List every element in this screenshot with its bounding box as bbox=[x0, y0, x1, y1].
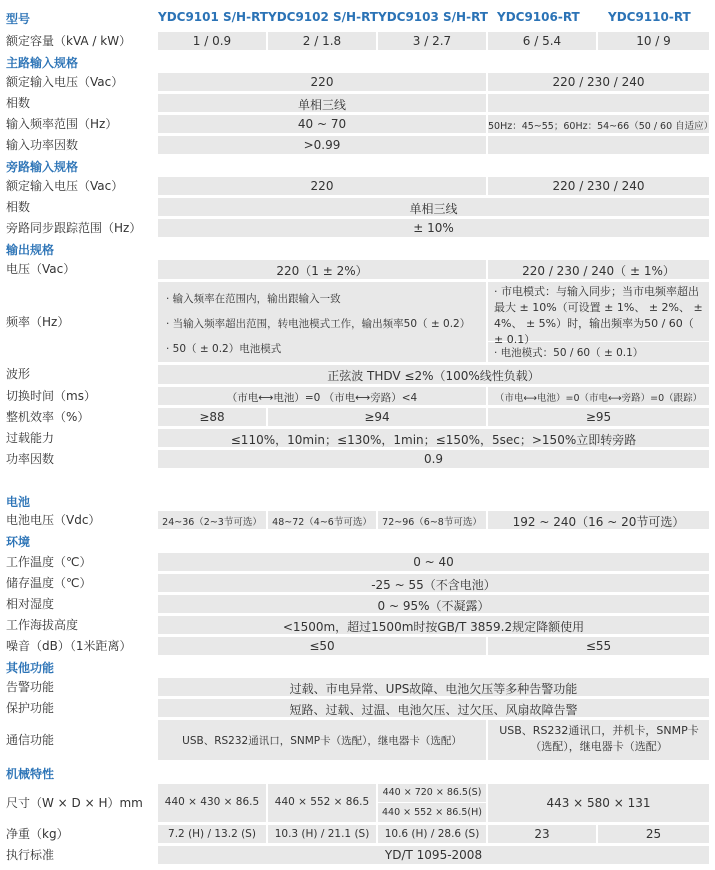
env-st-temp-value: -25 ~ 55（不含电池） bbox=[371, 578, 496, 592]
bypass-voltage-high: 220 / 230 / 240 bbox=[552, 179, 645, 193]
rated-capacity-3: 3 / 2.7 bbox=[412, 34, 452, 48]
weight-5: 25 bbox=[645, 827, 662, 841]
size-high: 443 × 580 × 131 bbox=[546, 796, 651, 810]
env-op-temp-value: 0 ~ 40 bbox=[413, 555, 454, 569]
row-weight bbox=[6, 824, 709, 844]
battery-voltage-4: 192 ~ 240（16 ~ 20节可选） bbox=[512, 515, 685, 529]
protect-label: 保护功能 bbox=[6, 701, 55, 715]
output-overload-label: 过载能力 bbox=[6, 431, 55, 445]
row-main-input-phase bbox=[6, 93, 709, 113]
row-env-op-temp bbox=[6, 552, 709, 572]
weight-2: 10.3 (H) / 21.1 (S) bbox=[274, 828, 370, 840]
output-efficiency-label: 整机效率（%） bbox=[6, 410, 90, 424]
row-alarm bbox=[6, 677, 709, 697]
model-header-2: YDC9102 S/H-RT bbox=[268, 10, 378, 24]
alarm-value: 过载、市电异常、UPS故障、电池欠压等多种告警功能 bbox=[289, 682, 578, 696]
row-output-pf bbox=[6, 449, 709, 469]
row-output-transfer bbox=[6, 386, 709, 406]
size-label: 尺寸（W × D × H）mm bbox=[6, 796, 143, 810]
weight-1: 7.2 (H) / 13.2 (S) bbox=[168, 828, 256, 840]
env-st-temp-label: 储存温度（℃） bbox=[6, 576, 92, 590]
alarm-label: 告警功能 bbox=[6, 680, 55, 694]
output-overload-value: ≤110%，10min；≤130%，1min；≤150%，5sec；>150%立即转旁路 bbox=[230, 433, 637, 447]
output-transfer-label: 切换时间（ms） bbox=[6, 389, 96, 403]
row-standard bbox=[6, 845, 709, 865]
battery-voltage-1: 24~36（2~3节可选） bbox=[162, 517, 262, 528]
model-header-label: 型号 bbox=[6, 12, 31, 26]
row-battery-voltage bbox=[6, 510, 709, 530]
rated-capacity-5: 10 / 9 bbox=[636, 34, 671, 48]
comm-high: USB、RS232通讯口，并机卡，SNMP卡（选配），继电器卡（选配） bbox=[499, 724, 699, 753]
env-noise-high: ≤55 bbox=[585, 639, 612, 653]
section-main-input: 主路输入规格 bbox=[6, 56, 79, 70]
env-altitude-label: 工作海拔高度 bbox=[6, 618, 79, 632]
main-input-voltage-low: 220 bbox=[310, 75, 334, 89]
main-input-freq-high: 50Hz：45~55；60Hz：54~66（50 / 60 自适应） bbox=[488, 121, 714, 132]
output-voltage-label: 电压（Vac） bbox=[6, 262, 76, 276]
rated-capacity-4: 6 / 5.4 bbox=[522, 34, 562, 48]
row-output-frequency bbox=[6, 281, 709, 363]
model-header-1: YDC9101 S/H-RT bbox=[158, 10, 268, 24]
output-transfer-low: （市电⟷电池）=0 （市电⟷旁路）<4 bbox=[226, 392, 418, 404]
row-bypass-voltage bbox=[6, 176, 709, 196]
section-bypass-input: 旁路输入规格 bbox=[6, 160, 79, 174]
bypass-sync-label: 旁路同步跟踪范围（Hz） bbox=[6, 221, 142, 235]
output-frequency-label: 频率（Hz） bbox=[6, 315, 70, 329]
size-2: 440 × 552 × 86.5 bbox=[274, 796, 370, 808]
battery-voltage-3: 72~96（6~8节可选） bbox=[382, 517, 482, 528]
size-3-h: 440 × 552 × 86.5(H) bbox=[382, 807, 482, 818]
model-header-3: YDC9103 S/H-RT bbox=[378, 10, 488, 24]
battery-voltage-2: 48~72（4~6节可选） bbox=[272, 517, 372, 528]
env-humidity-label: 相对湿度 bbox=[6, 597, 55, 611]
weight-label: 净重（kg） bbox=[6, 827, 69, 841]
bypass-phase-label: 相数 bbox=[6, 200, 31, 214]
section-output: 输出规格 bbox=[6, 243, 55, 257]
comm-low: USB、RS232通讯口，SNMP卡（选配），继电器卡（选配） bbox=[182, 735, 462, 747]
main-input-voltage-label: 额定输入电压（Vac） bbox=[6, 75, 124, 89]
output-frequency-low-2: · 当输入频率超出范围，转电池模式工作，输出频率50（ ± 0.2） bbox=[166, 318, 471, 330]
standard-label: 执行标准 bbox=[6, 848, 55, 862]
output-efficiency-1: ≥88 bbox=[199, 410, 225, 424]
row-env-st-temp bbox=[6, 573, 709, 593]
model-header-4: YDC9106-RT bbox=[497, 10, 580, 24]
output-voltage-low: 220（1 ± 2%） bbox=[276, 264, 368, 278]
main-input-freq-label: 输入频率范围（Hz） bbox=[6, 117, 118, 131]
row-env-altitude bbox=[6, 615, 709, 635]
env-noise-low: ≤50 bbox=[309, 639, 335, 653]
bypass-sync-value: ± 10% bbox=[413, 221, 454, 235]
section-other-functions: 其他功能 bbox=[6, 661, 55, 675]
row-output-waveform bbox=[6, 364, 709, 385]
row-bypass-phase bbox=[6, 197, 709, 217]
output-voltage-high: 220 / 230 / 240（ ± 1%） bbox=[522, 264, 675, 278]
env-altitude-value: <1500m，超过1500m时按GB/T 3859.2规定降额使用 bbox=[282, 620, 585, 634]
bypass-voltage-label: 额定输入电压（Vac） bbox=[6, 179, 124, 193]
bypass-voltage-low: 220 bbox=[310, 179, 334, 193]
row-comm bbox=[6, 719, 709, 761]
section-mechanical: 机械特性 bbox=[6, 767, 55, 781]
env-humidity-value: 0 ~ 95%（不凝露） bbox=[377, 599, 490, 613]
size-3-s: 440 × 720 × 86.5(S) bbox=[382, 787, 482, 798]
row-rated-capacity bbox=[6, 31, 709, 51]
battery-voltage-label: 电池电压（Vdc） bbox=[6, 513, 101, 527]
output-pf-value: 0.9 bbox=[423, 452, 444, 466]
protect-value: 短路、过载、过温、电池欠压、过欠压、风扇故障告警 bbox=[289, 703, 578, 717]
rated-capacity-label: 额定容量（kVA / kW） bbox=[6, 34, 132, 48]
output-pf-label: 功率因数 bbox=[6, 452, 55, 466]
output-waveform-label: 波形 bbox=[6, 367, 31, 381]
output-transfer-high: （市电⟷电池）=0（市电⟷旁路）=0（跟踪） bbox=[494, 393, 703, 404]
row-output-voltage bbox=[6, 259, 709, 280]
weight-4: 23 bbox=[534, 827, 550, 841]
output-waveform-value: 正弦波 THDV ≤2%（100%线性负载） bbox=[327, 369, 540, 383]
model-header-5: YDC9110-RT bbox=[608, 10, 691, 24]
output-efficiency-2: ≥94 bbox=[364, 410, 390, 424]
weight-3: 10.6 (H) / 28.6 (S) bbox=[384, 828, 480, 840]
row-size bbox=[6, 783, 709, 823]
output-efficiency-3: ≥95 bbox=[585, 410, 612, 424]
main-input-phase-label: 相数 bbox=[6, 96, 31, 110]
output-frequency-low-1: · 输入频率在范围内，输出跟输入一致 bbox=[166, 293, 341, 305]
output-frequency-high-mains: · 市电模式：与输入同步；当市电频率超出最大 ± 10%（可设置 ± 1%、 ± 2%、 ± 4%、 ± 5%）时，输出频率为50 / 60（ ± 0.1） bbox=[494, 285, 703, 346]
env-noise-label: 噪音（dB）（1米距离） bbox=[6, 639, 132, 653]
comm-label: 通信功能 bbox=[6, 733, 55, 747]
section-battery: 电池 bbox=[6, 495, 31, 509]
main-input-phase-value: 单相三线 bbox=[297, 98, 346, 112]
size-1: 440 × 430 × 86.5 bbox=[164, 796, 260, 808]
main-input-pf-value: >0.99 bbox=[303, 138, 341, 152]
main-input-voltage-high: 220 / 230 / 240 bbox=[552, 75, 645, 89]
main-input-freq-low: 40 ~ 70 bbox=[297, 117, 347, 131]
row-main-input-voltage bbox=[6, 72, 709, 92]
row-main-input-pf bbox=[6, 135, 709, 155]
main-input-pf-label: 输入功率因数 bbox=[6, 138, 79, 152]
row-bypass-sync bbox=[6, 218, 709, 238]
row-main-input-freq bbox=[6, 114, 714, 134]
bypass-phase-value: 单相三线 bbox=[409, 202, 458, 216]
rated-capacity-2: 2 / 1.8 bbox=[302, 34, 342, 48]
output-frequency-low-3: · 50（ ± 0.2）电池模式 bbox=[166, 343, 282, 355]
standard-value: YD/T 1095-2008 bbox=[384, 848, 483, 862]
row-output-overload bbox=[6, 428, 709, 448]
env-op-temp-label: 工作温度（℃） bbox=[6, 555, 92, 569]
rated-capacity-1: 1 / 0.9 bbox=[192, 34, 232, 48]
section-environment: 环境 bbox=[6, 535, 31, 549]
output-frequency-high-battery: · 电池模式：50 / 60（ ± 0.1） bbox=[494, 347, 644, 359]
row-env-humidity bbox=[6, 594, 709, 614]
row-output-efficiency bbox=[6, 407, 709, 427]
row-env-noise bbox=[6, 636, 709, 656]
row-protect bbox=[6, 698, 709, 718]
